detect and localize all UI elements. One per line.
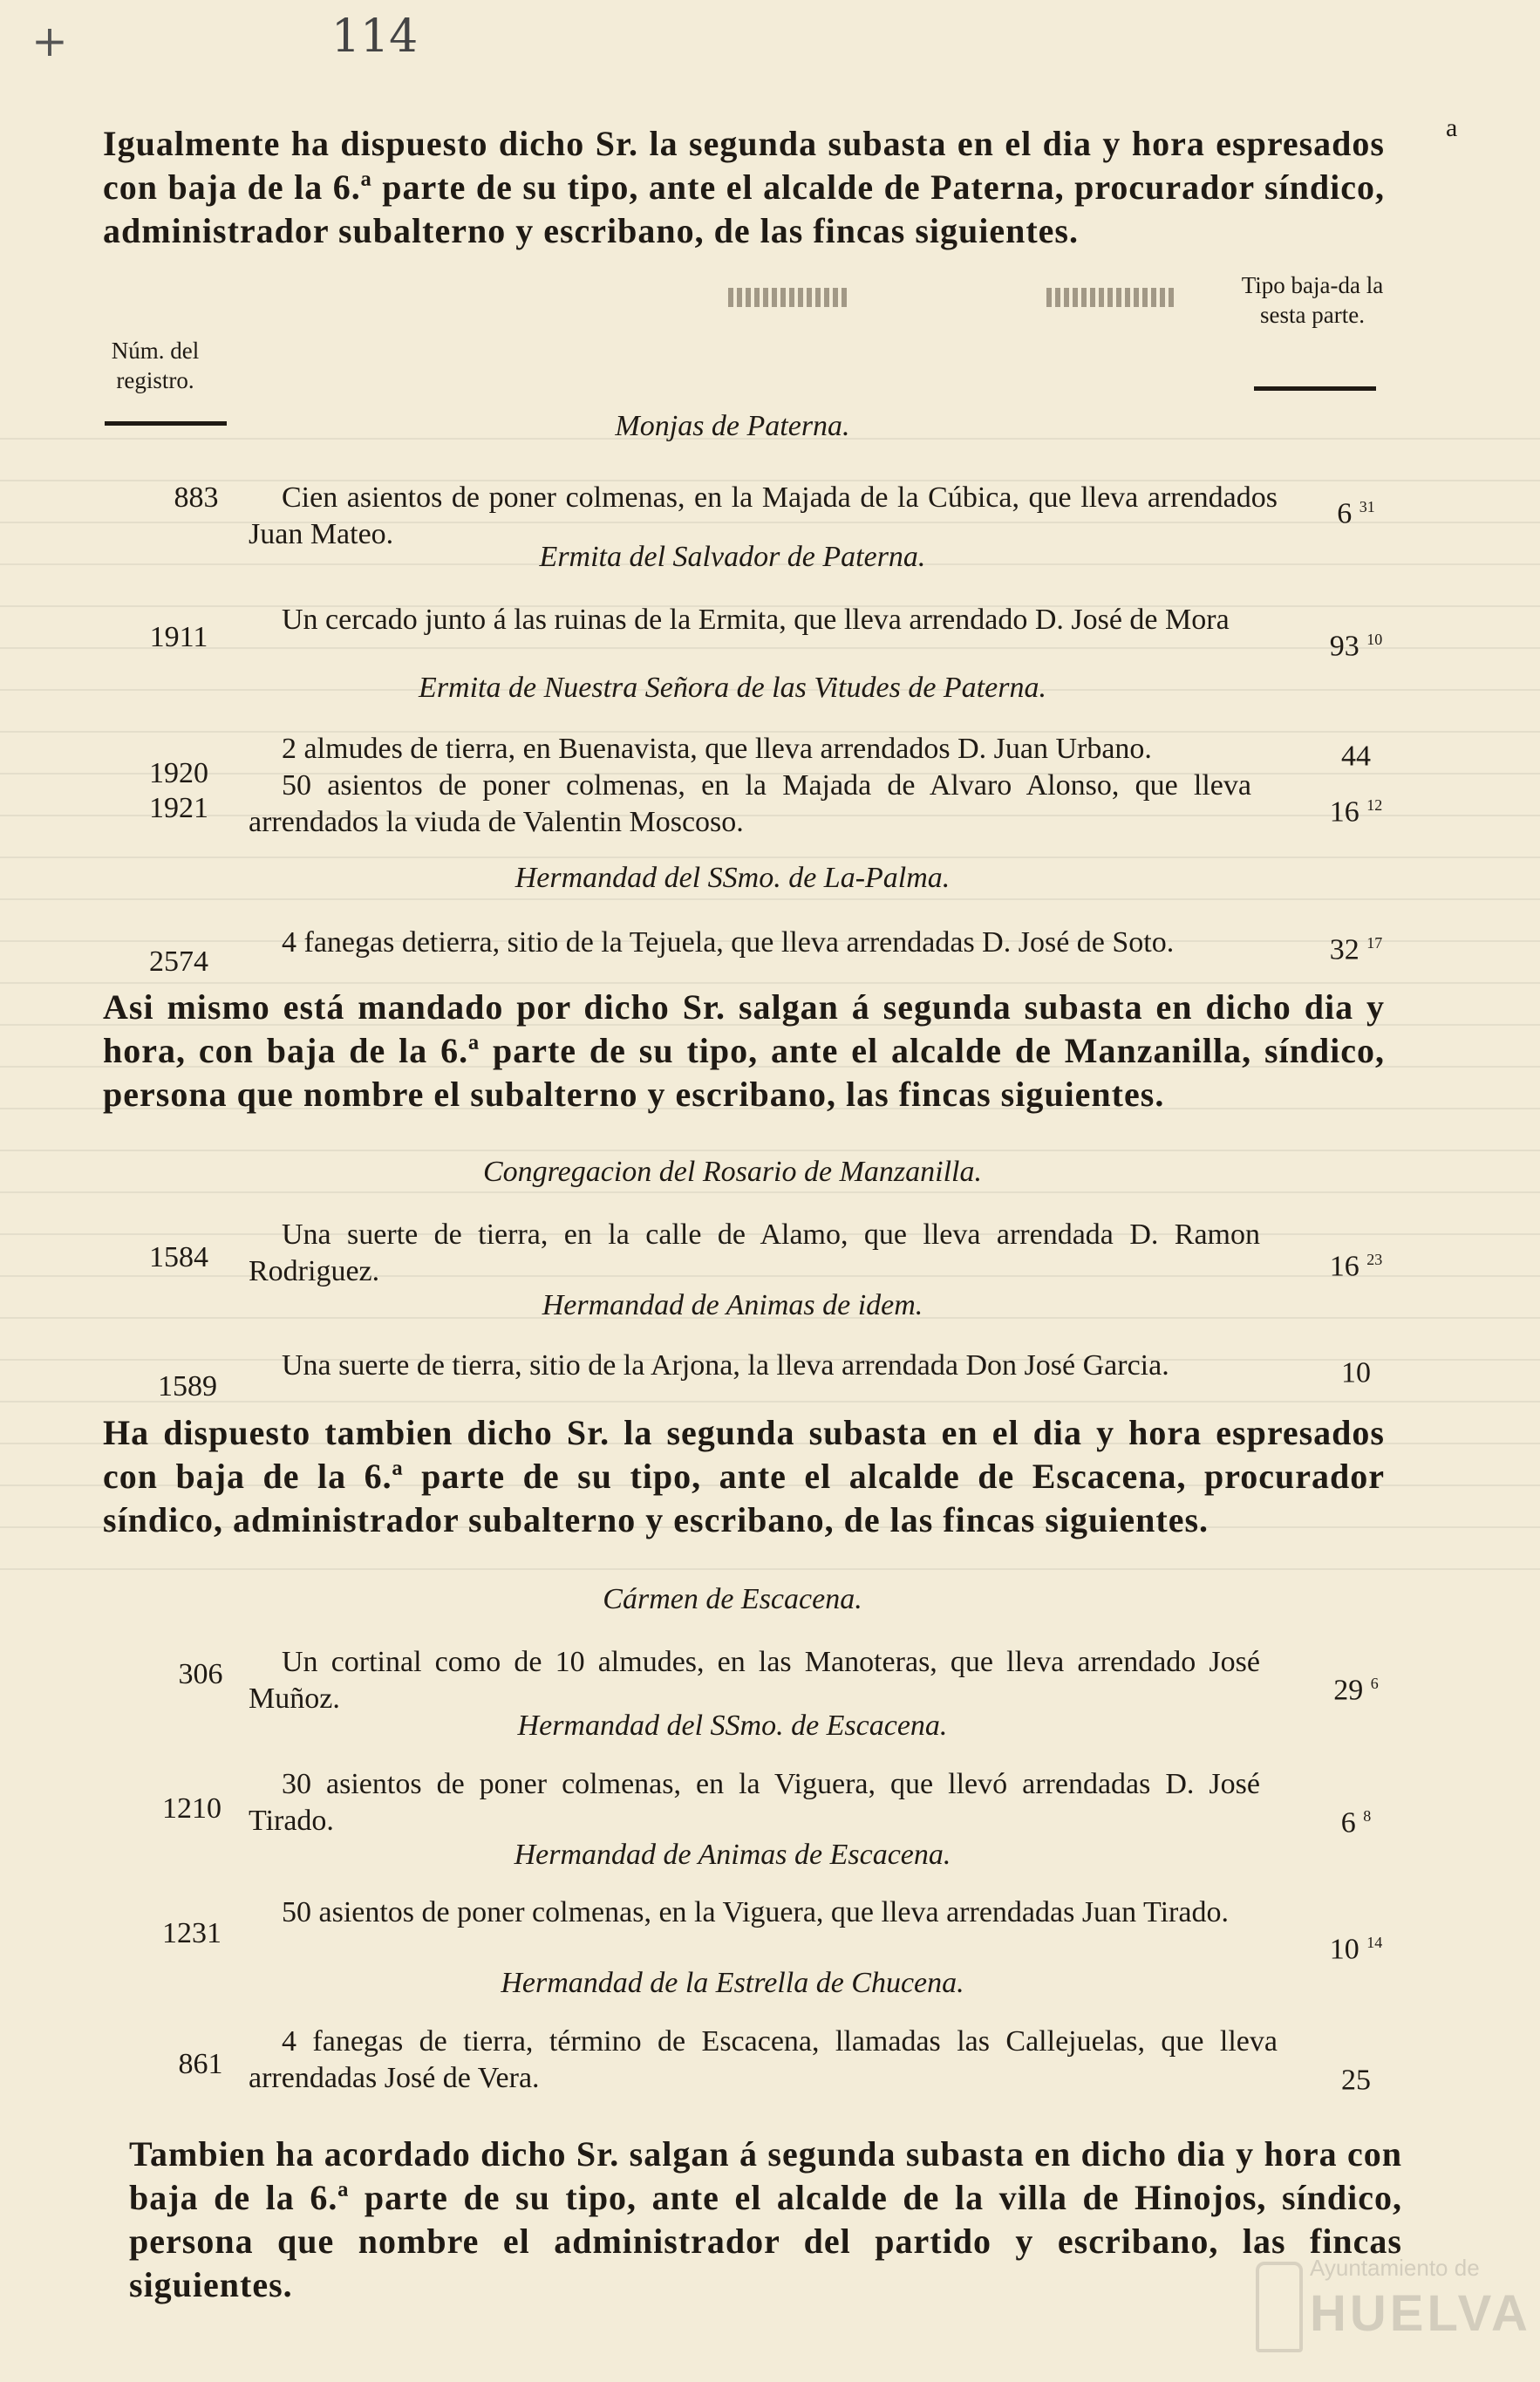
property-description: 50 asientos de poner colmenas, en la Viguera, que lleva arrendadas Juan Tirado.: [282, 1896, 1229, 1928]
registry-number: 1920: [149, 757, 208, 789]
price: 10: [1341, 1356, 1371, 1389]
price: 32 $^{17}$: [1329, 933, 1383, 966]
property-description: Cien asientos de poner colmenas, en la Majada de la Cúbica, que lleva arrendados Juan Mateo.: [249, 481, 1278, 550]
section-heading: Hermandad de Animas de idem.: [542, 1289, 923, 1321]
price: 6 $^{31}$: [1337, 497, 1375, 530]
registry-number: 306: [178, 1658, 223, 1690]
column-rule-left: [105, 421, 227, 426]
property-description: 2 almudes de tierra, en Buenavista, que lleva arrendados D. Juan Urbano.: [282, 733, 1152, 765]
property-description: 4 fanegas de tierra, término de Escacena, llamadas las Callejuelas, que lleva arrendadas José de Vera.: [249, 2025, 1278, 2094]
intro-paragraph-paterna: Igualmente ha dispuesto dicho Sr. la segunda subasta en el dia y hora espresados con baja de la 6.ª parte de su tipo, ante el alcalde de Paterna, procurador síndico, administrador subalterno y escribano, de las fincas siguientes.: [103, 124, 1385, 250]
column-rule-right: [1254, 386, 1376, 391]
price: 25: [1341, 2064, 1371, 2097]
price: 10 $^{14}$: [1329, 1933, 1383, 1966]
property-description: 50 asientos de poner colmenas, en la Majada de Alvaro Alonso, que lleva arrendados la viuda de Valentin Moscoso.: [249, 769, 1251, 838]
section-heading: Cármen de Escacena.: [603, 1583, 862, 1615]
price: 93 $^{10}$: [1329, 630, 1383, 663]
property-description: 4 fanegas detierra, sitio de la Tejuela, que lleva arrendadas D. José de Soto.: [282, 926, 1175, 959]
section-heading: Ermita de Nuestra Señora de las Vitudes de Paterna.: [419, 672, 1046, 704]
registry-number: 1911: [149, 621, 208, 653]
ink-smudge: [728, 288, 850, 307]
section-heading: Ermita del Salvador de Paterna.: [539, 541, 926, 573]
property-description: Un cortinal como de 10 almudes, en las Manoteras, que lleva arrendado José Muñoz.: [249, 1646, 1260, 1715]
section-heading: Congregacion del Rosario de Manzanilla.: [483, 1156, 982, 1188]
registry-number: 1231: [162, 1917, 221, 1949]
watermark-label-big: HUELVA: [1310, 2285, 1531, 2342]
registry-number: 861: [178, 2048, 223, 2080]
property-description: Una suerte de tierra, en la calle de Alamo, que lleva arrendada D. Ramon Rodriguez.: [249, 1218, 1260, 1287]
section-heading: Monjas de Paterna.: [615, 410, 850, 442]
watermark-label-small: Ayuntamiento de: [1310, 2255, 1480, 2281]
property-description: Un cercado junto á las ruinas de la Ermita, que lleva arrendado D. José de Mora: [282, 604, 1230, 636]
column-header-tipo: Tipo baja-da la sesta parte.: [1241, 272, 1384, 328]
price: 44: [1341, 740, 1371, 773]
registry-number: 1584: [149, 1241, 208, 1273]
price: 16 $^{23}$: [1329, 1250, 1383, 1283]
property-description: Una suerte de tierra, sitio de la Arjona, la lleva arrendada Don José Garcia.: [282, 1349, 1169, 1382]
intro-paragraph-manzanilla: Asi mismo está mandado por dicho Sr. salgan á segunda subasta en dicho dia y hora, con baja de la 6.ª parte de su tipo, ante el alcalde de Manzanilla, síndico, persona que nombre el subalterno y escribano, las fincas siguientes.: [103, 987, 1385, 1114]
registry-number: 2574: [149, 945, 208, 978]
price: 16 $^{12}$: [1329, 795, 1383, 829]
price: 29 $^6$: [1333, 1674, 1379, 1707]
archive-logo-icon: [1256, 2262, 1303, 2352]
registry-number: 883: [174, 481, 219, 514]
registry-number: 1210: [162, 1792, 221, 1825]
margin-mark: a: [1446, 113, 1458, 142]
price: 6 $^8$: [1340, 1806, 1372, 1839]
section-heading: Hermandad del SSmo. de Escacena.: [517, 1710, 948, 1742]
intro-paragraph-hinojos: Tambien ha acordado dicho Sr. salgan á segunda subasta en dicho dia y hora con baja de la 6.ª parte de su tipo, ante el alcalde de la villa de Hinojos, síndico, persona que nombre el administrador del partido y escribano, las fincas siguientes.: [129, 2134, 1402, 2304]
page-number: 114: [331, 10, 419, 63]
ink-smudge: [1046, 288, 1177, 307]
section-heading: Hermandad del SSmo. de La-Palma.: [514, 862, 951, 894]
corner-mark: +: [31, 16, 68, 66]
property-description: 30 asientos de poner colmenas, en la Viguera, que llevó arrendadas D. José Tirado.: [249, 1768, 1260, 1837]
section-heading: Hermandad de Animas de Escacena.: [514, 1839, 951, 1871]
registry-number: 1921: [149, 792, 208, 824]
registry-number: 1589: [158, 1370, 217, 1403]
intro-paragraph-escacena: Ha dispuesto tambien dicho Sr. la segunda subasta en el dia y hora espresados con baja de la 6.ª parte de su tipo, ante el alcalde de Escacena, procurador síndico, administrador subalterno y escribano, de las fincas siguientes.: [103, 1413, 1385, 1539]
section-heading: Hermandad de la Estrella de Chucena.: [501, 1967, 964, 1999]
column-header-registro: Núm. del registro.: [111, 338, 200, 393]
